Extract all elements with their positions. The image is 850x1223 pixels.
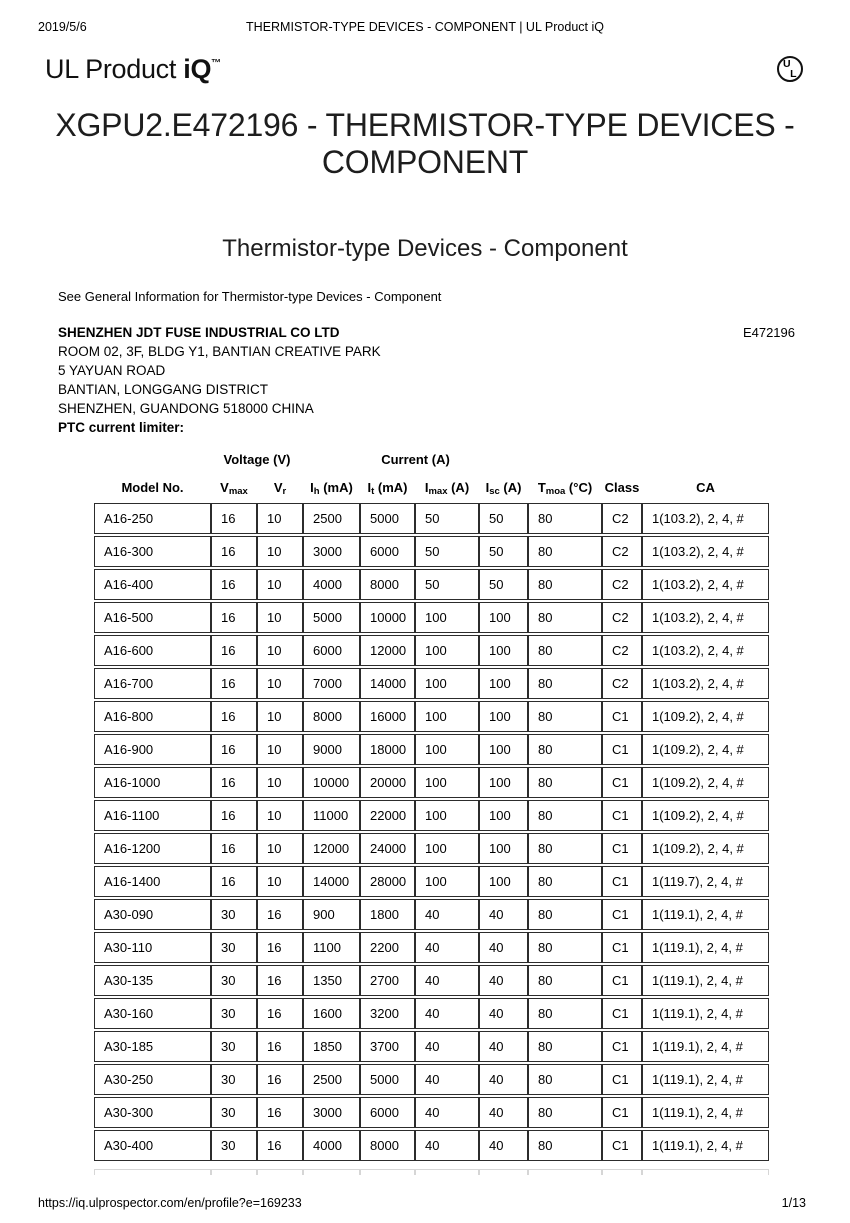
ul-logo-letter-l: L [790, 68, 797, 80]
cell-imax: 100 [415, 800, 479, 831]
cell-it: 5000 [360, 1064, 415, 1095]
clipped-cell [642, 1169, 769, 1175]
cell-ih: 1100 [303, 932, 360, 963]
cell-it: 5000 [360, 503, 415, 534]
cell-ca: 1(103.2), 2, 4, # [642, 668, 769, 699]
cell-vmax: 30 [211, 998, 257, 1029]
cell-model: A16-800 [94, 701, 211, 732]
cell-ca: 1(103.2), 2, 4, # [642, 602, 769, 633]
cell-vr: 10 [257, 767, 303, 798]
brand-logo [45, 54, 221, 85]
cell-it: 12000 [360, 635, 415, 666]
cell-imax: 100 [415, 734, 479, 765]
print-doc-title: THERMISTOR-TYPE DEVICES - COMPONENT | UL Product iQ [246, 20, 604, 34]
cell-vr: 16 [257, 932, 303, 963]
print-date: 2019/5/6 [38, 20, 87, 34]
cell-vr: 16 [257, 1097, 303, 1128]
cell-isc: 40 [479, 1097, 528, 1128]
cell-ih: 10000 [303, 767, 360, 798]
cell-it: 1800 [360, 899, 415, 930]
cell-ih: 7000 [303, 668, 360, 699]
cell-class: C1 [602, 899, 642, 930]
clipped-cell [257, 1169, 303, 1175]
cell-vmax: 30 [211, 1064, 257, 1095]
cell-tmoa: 80 [528, 1130, 602, 1161]
cell-ca: 1(109.2), 2, 4, # [642, 800, 769, 831]
cell-vr: 10 [257, 734, 303, 765]
cell-ih: 2500 [303, 503, 360, 534]
page-title-line2: COMPONENT [321, 144, 529, 180]
cell-class: C1 [602, 1064, 642, 1095]
column-header-vmax: $V_{max}$ [220, 480, 248, 498]
table-row [94, 833, 769, 864]
page-indicator: 1/13 [781, 1196, 806, 1210]
cell-it: 3200 [360, 998, 415, 1029]
cell-imax: 40 [415, 1064, 479, 1095]
cell-tmoa: 80 [528, 536, 602, 567]
group-header-spacer [528, 448, 769, 472]
cell-vmax: 16 [211, 503, 257, 534]
cell-isc: 100 [479, 635, 528, 666]
cell-vr: 10 [257, 569, 303, 600]
cell-model: A16-1000 [94, 767, 211, 798]
clipped-row [94, 1169, 769, 1175]
cell-it: 6000 [360, 536, 415, 567]
clipped-cell [94, 1169, 211, 1175]
cell-tmoa: 80 [528, 1031, 602, 1062]
cell-class: C2 [602, 536, 642, 567]
cell-vmax: 30 [211, 932, 257, 963]
brand-name-bold: iQ [183, 53, 212, 84]
column-header-row [94, 474, 769, 501]
cell-vr: 10 [257, 602, 303, 633]
group-header-spacer [94, 448, 211, 472]
table-row [94, 998, 769, 1029]
cell-vmax: 16 [211, 635, 257, 666]
cell-model: A16-1100 [94, 800, 211, 831]
cell-isc: 100 [479, 866, 528, 897]
cell-imax: 100 [415, 668, 479, 699]
cell-model: A30-090 [94, 899, 211, 930]
cell-vmax: 16 [211, 701, 257, 732]
cell-imax: 100 [415, 866, 479, 897]
cell-vr: 10 [257, 536, 303, 567]
cell-tmoa: 80 [528, 800, 602, 831]
table-row [94, 866, 769, 897]
cell-vr: 10 [257, 866, 303, 897]
cell-tmoa: 80 [528, 965, 602, 996]
cell-class: C2 [602, 602, 642, 633]
cell-imax: 100 [415, 635, 479, 666]
cell-vmax: 16 [211, 536, 257, 567]
table-row [94, 1130, 769, 1161]
cell-it: 18000 [360, 734, 415, 765]
column-header-it: $I_t$ (mA) [367, 480, 408, 498]
table-row [94, 536, 769, 567]
cell-ca: 1(109.2), 2, 4, # [642, 833, 769, 864]
cell-it: 10000 [360, 602, 415, 633]
cell-it: 3700 [360, 1031, 415, 1062]
brand-row [45, 53, 803, 85]
table-row [94, 1064, 769, 1095]
cell-it: 16000 [360, 701, 415, 732]
cell-it: 22000 [360, 800, 415, 831]
cell-model: A16-900 [94, 734, 211, 765]
page-title [0, 107, 850, 181]
file-number: E472196 [742, 325, 795, 340]
cell-class: C1 [602, 833, 642, 864]
company-block [58, 323, 795, 437]
cell-class: C1 [602, 1031, 642, 1062]
table-row [94, 734, 769, 765]
cell-isc: 100 [479, 668, 528, 699]
cell-class: C1 [602, 1097, 642, 1128]
cell-model: A16-700 [94, 668, 211, 699]
cell-isc: 100 [479, 701, 528, 732]
print-header [38, 20, 812, 36]
cell-vmax: 30 [211, 1031, 257, 1062]
cell-tmoa: 80 [528, 701, 602, 732]
cell-model: A16-600 [94, 635, 211, 666]
cell-model: A30-400 [94, 1130, 211, 1161]
cell-isc: 50 [479, 503, 528, 534]
table-row [94, 965, 769, 996]
cell-vmax: 16 [211, 668, 257, 699]
table-row [94, 800, 769, 831]
column-header-ca: CA [696, 480, 715, 495]
table-head [94, 448, 769, 501]
cell-it: 28000 [360, 866, 415, 897]
cell-imax: 40 [415, 1031, 479, 1062]
clipped-next-row [94, 1167, 850, 1175]
cell-ca: 1(109.2), 2, 4, # [642, 701, 769, 732]
cell-model: A16-500 [94, 602, 211, 633]
ul-logo-letter-u: U [783, 58, 791, 70]
cell-isc: 100 [479, 602, 528, 633]
general-info-note: See General Information for Thermistor-type Devices - Component [58, 289, 442, 304]
cell-vmax: 16 [211, 833, 257, 864]
table-row [94, 569, 769, 600]
cell-ih: 4000 [303, 1130, 360, 1161]
cell-vmax: 16 [211, 734, 257, 765]
cell-tmoa: 80 [528, 1097, 602, 1128]
footer-url: https://iq.ulprospector.com/en/profile?e=169233 [38, 1196, 302, 1210]
clipped-cell [303, 1169, 360, 1175]
cell-imax: 40 [415, 1130, 479, 1161]
cell-ih: 1350 [303, 965, 360, 996]
clipped-cell [602, 1169, 642, 1175]
cell-ih: 12000 [303, 833, 360, 864]
cell-tmoa: 80 [528, 668, 602, 699]
cell-it: 14000 [360, 668, 415, 699]
cell-vmax: 16 [211, 800, 257, 831]
cell-model: A30-185 [94, 1031, 211, 1062]
cell-it: 8000 [360, 1130, 415, 1161]
cell-ca: 1(109.2), 2, 4, # [642, 767, 769, 798]
cell-class: C1 [602, 965, 642, 996]
cell-ca: 1(119.1), 2, 4, # [642, 1031, 769, 1062]
clipped-row-body [94, 1169, 769, 1175]
cell-class: C2 [602, 503, 642, 534]
cell-isc: 40 [479, 1130, 528, 1161]
cell-vmax: 30 [211, 1130, 257, 1161]
cell-it: 20000 [360, 767, 415, 798]
cell-vr: 16 [257, 965, 303, 996]
cell-class: C1 [602, 998, 642, 1029]
cell-vr: 16 [257, 1031, 303, 1062]
cell-tmoa: 80 [528, 734, 602, 765]
cell-class: C1 [602, 701, 642, 732]
cell-ca: 1(103.2), 2, 4, # [642, 635, 769, 666]
cell-imax: 40 [415, 998, 479, 1029]
cell-ca: 1(119.7), 2, 4, # [642, 866, 769, 897]
cell-ca: 1(119.1), 2, 4, # [642, 899, 769, 930]
table-row [94, 701, 769, 732]
cell-model: A16-400 [94, 569, 211, 600]
cell-vmax: 16 [211, 569, 257, 600]
clipped-cell [479, 1169, 528, 1175]
cell-ca: 1(119.1), 2, 4, # [642, 1130, 769, 1161]
cell-ca: 1(103.2), 2, 4, # [642, 503, 769, 534]
clipped-next-row-table [94, 1167, 769, 1175]
cell-ih: 14000 [303, 866, 360, 897]
cell-class: C1 [602, 734, 642, 765]
cell-tmoa: 80 [528, 569, 602, 600]
cell-vmax: 30 [211, 1097, 257, 1128]
cell-ih: 6000 [303, 635, 360, 666]
cell-imax: 100 [415, 701, 479, 732]
cell-vr: 16 [257, 1130, 303, 1161]
ptc-table-body [94, 503, 769, 1161]
voltage-group-header: Voltage (V) [223, 452, 291, 467]
ptc-table [94, 446, 769, 1163]
cell-imax: 40 [415, 899, 479, 930]
cell-isc: 100 [479, 800, 528, 831]
cell-ca: 1(119.1), 2, 4, # [642, 998, 769, 1029]
company-name: SHENZHEN JDT FUSE INDUSTRIAL CO LTD [58, 325, 340, 340]
cell-class: C1 [602, 866, 642, 897]
cell-it: 2200 [360, 932, 415, 963]
table-row [94, 767, 769, 798]
cell-isc: 40 [479, 899, 528, 930]
cell-tmoa: 80 [528, 998, 602, 1029]
cell-vr: 16 [257, 998, 303, 1029]
brand-name-regular: UL Product [45, 53, 184, 84]
cell-ca: 1(119.1), 2, 4, # [642, 1064, 769, 1095]
cell-model: A30-160 [94, 998, 211, 1029]
cell-imax: 100 [415, 602, 479, 633]
cell-class: C1 [602, 767, 642, 798]
page-title-line1: XGPU2.E472196 - THERMISTOR-TYPE DEVICES - [55, 107, 795, 143]
cell-ca: 1(119.1), 2, 4, # [642, 1097, 769, 1128]
cell-class: C1 [602, 1130, 642, 1161]
clipped-cell [528, 1169, 602, 1175]
cell-it: 24000 [360, 833, 415, 864]
cell-isc: 40 [479, 998, 528, 1029]
table-row [94, 503, 769, 534]
cell-vmax: 16 [211, 767, 257, 798]
company-address-line: ROOM 02, 3F, BLDG Y1, BANTIAN CREATIVE PARK [58, 344, 381, 359]
section-label: PTC current limiter: [58, 420, 185, 435]
column-header-vr: $V_r$ [273, 480, 287, 498]
cell-tmoa: 80 [528, 1064, 602, 1095]
cell-model: A30-110 [94, 932, 211, 963]
clipped-cell [415, 1169, 479, 1175]
company-address-line: BANTIAN, LONGGANG DISTRICT [58, 382, 269, 397]
table-row [94, 932, 769, 963]
cell-imax: 50 [415, 569, 479, 600]
cell-isc: 50 [479, 569, 528, 600]
cell-imax: 50 [415, 536, 479, 567]
cell-ca: 1(109.2), 2, 4, # [642, 734, 769, 765]
current-group-header: Current (A) [381, 452, 450, 467]
table-row [94, 668, 769, 699]
cell-tmoa: 80 [528, 635, 602, 666]
cell-vr: 16 [257, 1064, 303, 1095]
cell-tmoa: 80 [528, 866, 602, 897]
cell-imax: 40 [415, 1097, 479, 1128]
cell-imax: 40 [415, 965, 479, 996]
cell-class: C2 [602, 668, 642, 699]
group-header-row [94, 448, 769, 472]
column-header-imax: $I_{max}$ (A) [424, 480, 470, 498]
column-header-ih: $I_h$ (mA) [310, 480, 353, 498]
cell-ca: 1(119.1), 2, 4, # [642, 932, 769, 963]
cell-class: C1 [602, 800, 642, 831]
table-row [94, 899, 769, 930]
cell-vr: 10 [257, 833, 303, 864]
cell-imax: 40 [415, 932, 479, 963]
cell-ih: 3000 [303, 536, 360, 567]
cell-tmoa: 80 [528, 503, 602, 534]
cell-it: 6000 [360, 1097, 415, 1128]
cell-ih: 5000 [303, 602, 360, 633]
table-row [94, 1031, 769, 1062]
page-subtitle: Thermistor-type Devices - Component [222, 235, 628, 262]
trademark-symbol: ™ [211, 57, 222, 69]
cell-isc: 100 [479, 767, 528, 798]
cell-vr: 10 [257, 800, 303, 831]
cell-vmax: 16 [211, 866, 257, 897]
cell-vmax: 16 [211, 602, 257, 633]
cell-tmoa: 80 [528, 602, 602, 633]
column-header-tmoa: $T_{moa}$ (°C) [537, 480, 593, 498]
table-wrap [94, 446, 850, 1163]
cell-model: A30-250 [94, 1064, 211, 1095]
cell-ca: 1(103.2), 2, 4, # [642, 536, 769, 567]
cell-imax: 50 [415, 503, 479, 534]
cell-vr: 10 [257, 668, 303, 699]
cell-vmax: 30 [211, 965, 257, 996]
cell-isc: 40 [479, 932, 528, 963]
cell-ih: 11000 [303, 800, 360, 831]
cell-ca: 1(119.1), 2, 4, # [642, 965, 769, 996]
cell-model: A30-135 [94, 965, 211, 996]
table-row [94, 1097, 769, 1128]
cell-tmoa: 80 [528, 899, 602, 930]
cell-model: A16-1400 [94, 866, 211, 897]
cell-it: 2700 [360, 965, 415, 996]
cell-imax: 100 [415, 833, 479, 864]
cell-model: A16-250 [94, 503, 211, 534]
cell-class: C2 [602, 635, 642, 666]
table-row [94, 602, 769, 633]
cell-ih: 8000 [303, 701, 360, 732]
cell-ih: 9000 [303, 734, 360, 765]
cell-ih: 1850 [303, 1031, 360, 1062]
cell-ih: 900 [303, 899, 360, 930]
cell-model: A16-1200 [94, 833, 211, 864]
cell-ih: 3000 [303, 1097, 360, 1128]
cell-vmax: 30 [211, 899, 257, 930]
cell-isc: 40 [479, 965, 528, 996]
cell-vr: 10 [257, 701, 303, 732]
cell-imax: 100 [415, 767, 479, 798]
cell-class: C1 [602, 932, 642, 963]
clipped-cell [360, 1169, 415, 1175]
clipped-cell [211, 1169, 257, 1175]
cell-vr: 10 [257, 503, 303, 534]
company-address-line: 5 YAYUAN ROAD [58, 363, 166, 378]
print-footer [38, 1196, 806, 1210]
cell-it: 8000 [360, 569, 415, 600]
cell-ca: 1(103.2), 2, 4, # [642, 569, 769, 600]
cell-isc: 100 [479, 734, 528, 765]
ul-certification-logo-icon [777, 56, 803, 82]
cell-ih: 2500 [303, 1064, 360, 1095]
column-header-model: Model No. [121, 480, 184, 495]
cell-class: C2 [602, 569, 642, 600]
cell-tmoa: 80 [528, 767, 602, 798]
cell-tmoa: 80 [528, 833, 602, 864]
company-address-line: SHENZHEN, GUANDONG 518000 CHINA [58, 401, 314, 416]
cell-ih: 1600 [303, 998, 360, 1029]
cell-tmoa: 80 [528, 932, 602, 963]
column-header-class: Class [604, 480, 640, 495]
cell-vr: 16 [257, 899, 303, 930]
table-row [94, 635, 769, 666]
cell-model: A30-300 [94, 1097, 211, 1128]
cell-isc: 100 [479, 833, 528, 864]
cell-isc: 40 [479, 1064, 528, 1095]
cell-isc: 40 [479, 1031, 528, 1062]
cell-vr: 10 [257, 635, 303, 666]
cell-isc: 50 [479, 536, 528, 567]
cell-model: A16-300 [94, 536, 211, 567]
company-row [58, 323, 795, 342]
column-header-isc: $I_{sc}$ (A) [485, 480, 522, 498]
cell-ih: 4000 [303, 569, 360, 600]
